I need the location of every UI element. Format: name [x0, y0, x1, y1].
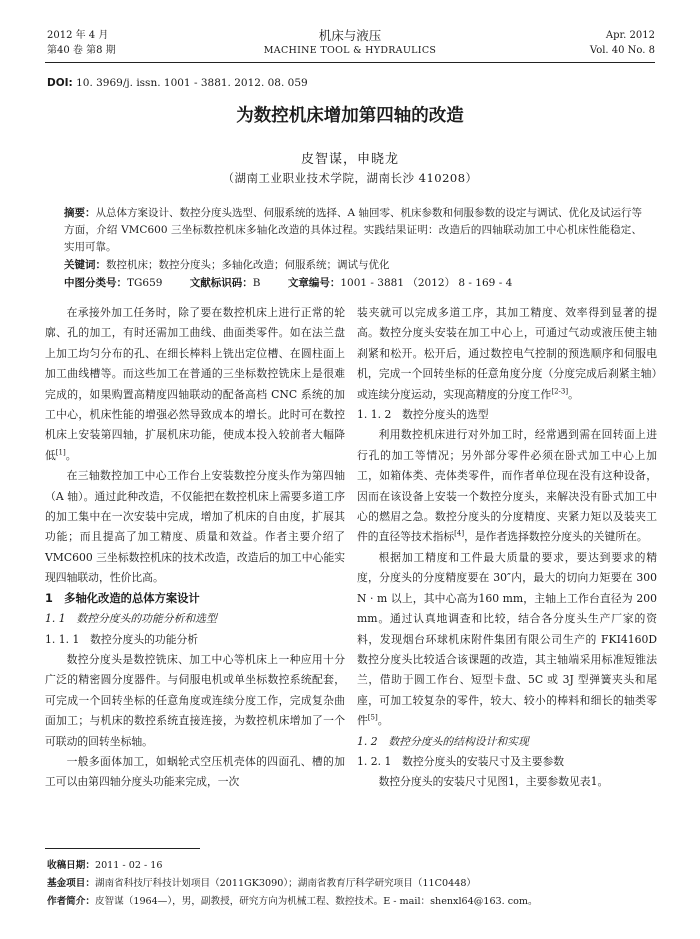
- abstract: [64, 205, 642, 256]
- journal-name-cn: 机床与液压: [318, 28, 382, 43]
- classification-line: [64, 275, 660, 292]
- paper-affiliation: （湖南工业职业技术学院，湖南长沙 410208）: [222, 171, 478, 185]
- keywords-label: 关键词：: [64, 259, 106, 271]
- subsubsection-heading: 1. 1. 1 数控分度头的功能分析: [45, 632, 199, 646]
- citation: [2-3]: [551, 387, 569, 396]
- article-number: [288, 277, 512, 289]
- footnote-author: [47, 894, 660, 909]
- paragraph: 在三轴数控加工中心工作台上安装数控分度头作为第四轴（A 轴）。通过此种改造，不仅能把在数控机床上需要多道工序的加工集中在一次安装中完成，增加了机床的自由度，扩展其功能；而且提高了加工精度、质量和效益。作者主要介绍了 VMC600 三坐标数控机床的技术改造，改造后的加工中心能实现四轴联动，性价比高。: [45, 469, 345, 585]
- doi-line: [47, 77, 308, 89]
- punct: 。: [377, 714, 389, 728]
- punct: 。: [568, 387, 579, 401]
- header-rule: [45, 62, 655, 63]
- body-column-right: [357, 303, 657, 793]
- author-value: 皮智谋（1964—），男，副教授，研究方向为机械工程、数控技术。E - mail：shenxl64@163. com。: [94, 896, 538, 907]
- abstract-label: 摘要：: [64, 207, 96, 219]
- punct: 。: [65, 448, 77, 462]
- paragraph: 数控分度头的安装尺寸见图1，主要参数见表1。: [378, 775, 609, 789]
- footnote-received: [47, 858, 660, 873]
- author-label: 作者简介：: [47, 896, 95, 907]
- paragraph: 一般多面体加工，如蜗轮式空压机壳体的四面孔、槽的加工可以由第四轴分度头功能来完成，一次: [45, 754, 345, 789]
- keywords: [64, 257, 642, 274]
- section-heading: 1 多轴化改造的总体方案设计: [45, 591, 200, 605]
- header-right: [590, 28, 655, 58]
- body-column-left: [45, 303, 345, 793]
- doc-code: [190, 277, 261, 289]
- received-value: 2011 - 02 - 16: [94, 860, 163, 871]
- journal-name-en: MACHINE TOOL & HYDRAULICS: [263, 45, 437, 56]
- abstract-text: 从总体方案设计、数控分度头选型、伺服系统的选择、A 轴回零、机床参数和伺服参数的设定与调试、优化及试运行等方面，介绍 VMC600 三坐标数控机床多轴化改造的具体过程。实践结果证明：改造后的四轴联动加工中心机床性能稳定、实用可靠。: [64, 207, 643, 253]
- art-label: 文章编号：: [287, 277, 341, 289]
- footnote-fund: [47, 876, 660, 891]
- subsection-heading: 1. 2 数控分度头的结构设计和实现: [357, 734, 529, 748]
- header-volume-en: Vol. 40 No. 8: [589, 45, 655, 56]
- paragraph: [45, 303, 345, 466]
- clc-label: 中图分类号：: [64, 277, 127, 289]
- subsubsection-heading: 1. 2. 1 数控分度头的安装尺寸及主要参数: [357, 754, 565, 768]
- header-left: [47, 28, 116, 58]
- paragraph-text: ，是作者选择数控分度头的关键所在。: [464, 530, 648, 544]
- subsubsection-heading: 1. 1. 2 数控分度头的选型: [357, 408, 489, 422]
- doc-label: 文献标识码：: [189, 277, 253, 289]
- clc-number: [64, 277, 162, 289]
- citation: [1]: [55, 448, 66, 457]
- paper-authors: 皮智谋，申晓龙: [300, 152, 399, 167]
- header-date-cn: 2012 年 4 月: [47, 30, 109, 41]
- paragraph-text: 装夹就可以完成多道工序，其加工精度、效率得到显著的提高。数控分度头安装在加工中心上，可通过气动或液压使主轴刹紧和松开。松开后，通过数控电气控制的预选顺序和伺服电机，完成一个回转坐标的任意角度分度（分度完成后刹紧主轴）或连续分度运动，实现高精度的分度工作: [357, 306, 657, 401]
- keywords-text: 数控机床；数控分度头；多轴化改造；伺服系统；调试与优化: [106, 259, 390, 271]
- doi-value: 10. 3969/j. issn. 1001 - 3881. 2012. 08. 059: [72, 77, 308, 89]
- header-center: [200, 28, 500, 58]
- paragraph-text: 根据加工精度和工件最大质量的要求，要达到要求的精度，分度头的分度精度要在 30″内，最大的切向力矩要在 300 N · m 以上，其中心高为160 mm，主轴上工作台直径为 200 mm。通过认真地调查和比较，结合各分度头生产厂家的资料，发现烟台环球机床附件集团有限公司生产的 FKI4160D 数控分度头比较适合该课题的改造，其主轴端采用标准短锥法兰，借助于圆工作台、短型卡盘、5C 或 3J 型弹簧夹头和尾座，可加工较复杂的零件，较大、较小的棒料和细长的轴类零件: [357, 550, 657, 728]
- header-date-en: Apr. 2012: [605, 30, 655, 41]
- paragraph-text: 利用数控机床进行对外加工时，经常遇到需在回转面上进行孔的加工等情况；另外部分零件必须在卧式加工中心上加工，如箱体类、壳体类零件，而作者单位现在没有这种设备，因而在该设备上安装一个数控分度头，来解决没有卧式加工中心的燃眉之急。数控分度头的分度精度、夹紧力矩以及装夹工件的直径等技术指标: [357, 428, 657, 544]
- paragraph: [357, 548, 657, 732]
- paragraph: 数控分度头是数控铣床、加工中心等机床上一种应用十分广泛的精密圆分度器件。与伺服电机或单坐标数控系统配套，可完成一个回转坐标的任意角度或连续分度工作，完成复杂曲面加工；与机床的数控系统直接连接，为数控机床增加了一个可联动的回转坐标轴。: [45, 652, 345, 748]
- header-volume-cn: 第40 卷 第8 期: [47, 45, 116, 56]
- fund-value: 湖南省科技厅科技计划项目（2011GK3090）；湖南省教育厅科学研究项目（11C0448）: [94, 878, 477, 889]
- paper-title: 为数控机床增加第四轴的改造: [236, 106, 464, 126]
- doc-value: B: [252, 277, 261, 289]
- citation: [5]: [367, 713, 378, 722]
- citation: [4]: [454, 529, 465, 538]
- art-value: 1001 - 3881 （2012） 8 - 169 - 4: [340, 277, 513, 289]
- paragraph-text: 在承接外加工任务时，除了要在数控机床上进行正常的轮廓、孔的加工，有时还需加工曲线、曲面类零件。如在法兰盘上加工均匀分布的孔、在细长棒料上铣出定位槽、在圆柱面上加工曲线槽等。而这些加工在普通的三坐标数控铣床上是很难完成的，如果购置高精度四轴联动的配备高档 CNC 系统的加工中心，机床性能的增强必然导致成本的增长。此时可在数控机床上安装第四轴，扩展机床功能，使成本投入较前者大幅降低: [45, 306, 345, 462]
- footnote-rule: [45, 848, 200, 849]
- fund-label: 基金项目：: [47, 878, 95, 889]
- paragraph: [357, 303, 657, 405]
- paragraph: [357, 425, 657, 547]
- doi-label: DOI:: [47, 77, 73, 89]
- clc-value: TG659: [127, 277, 163, 289]
- received-label: 收稿日期：: [47, 860, 95, 871]
- subsection-heading: 1. 1 数控分度头的功能分析和选型: [45, 612, 217, 626]
